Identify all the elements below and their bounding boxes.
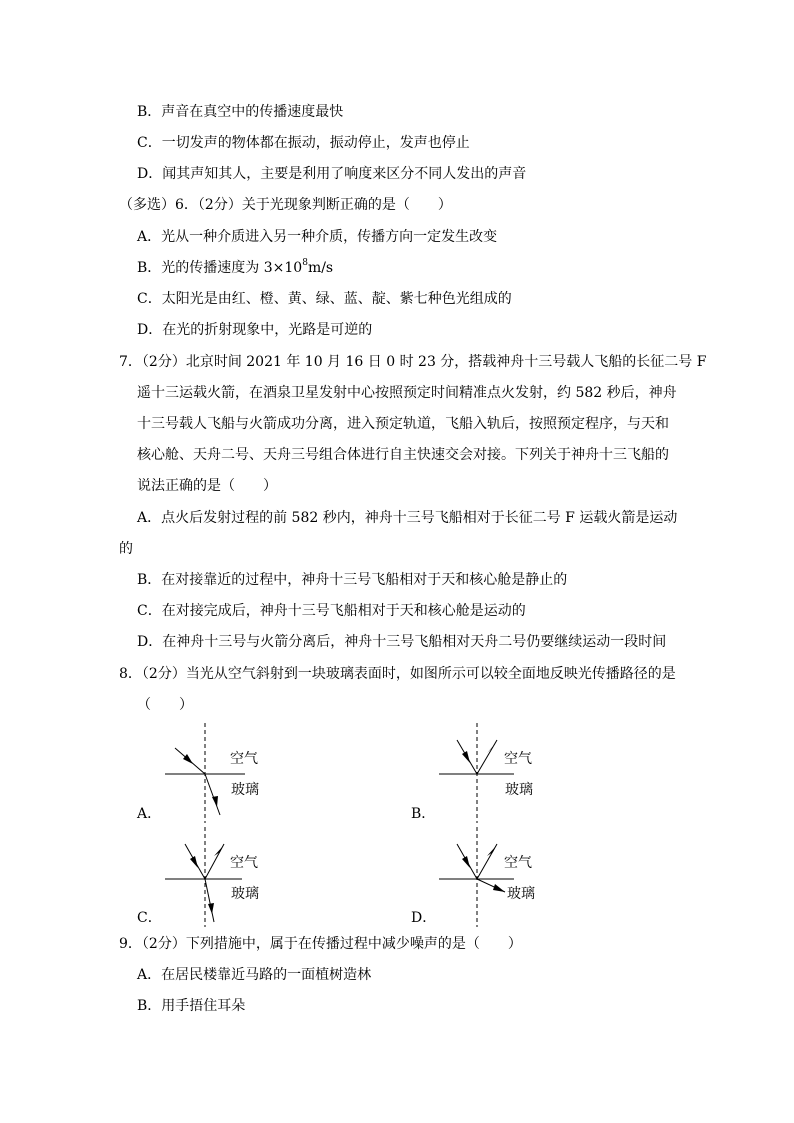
incident-arrow-icon	[462, 856, 470, 868]
q7-option-c: C．在对接完成后，神舟十三号飞船相对于天和核心舱是运动的	[137, 603, 526, 619]
q6-option-a: A．光从一种介质进入另一种介质，传播方向一定发生改变	[137, 229, 498, 245]
figure-a-diagram	[130, 718, 390, 823]
refracted-arrow-icon	[212, 796, 218, 807]
q7-stem-line1: 7．（2分）北京时间 2021 年 10 月 16 日 0 时 23 分，搭载神舟十三号载人飞船的长征二号 F	[119, 354, 707, 370]
q6-stem: （多选）6．（2分）关于光现象判断正确的是（ ）	[119, 197, 452, 213]
figure-a-letter: A．	[137, 806, 162, 822]
reflected-ray	[477, 740, 497, 774]
q6-option-b-text: B．光的传播速度为 3×10	[137, 260, 303, 276]
figure-d	[404, 822, 664, 927]
q7-stem-line4: 核心舱、天舟二号、天舟三号组合体进行自主快速交会对接。下列关于神舟十三飞船的	[137, 447, 669, 463]
q7-stem-line3: 十三号载人飞船与火箭成功分离，进入预定轨道，飞船入轨后，按照预定程序，与天和	[137, 416, 669, 432]
q5-option-d: D．闻其声知其人，主要是利用了响度来区分不同人发出的声音	[137, 166, 527, 182]
label-air: 空气	[230, 855, 258, 871]
figure-b	[404, 718, 664, 823]
q8-stem-line2: （ ）	[137, 697, 193, 713]
figure-d-diagram	[404, 822, 664, 927]
label-glass: 玻璃	[507, 886, 535, 902]
label-glass: 玻璃	[505, 782, 533, 798]
figure-a	[130, 718, 390, 823]
q9-option-a: A．在居民楼靠近马路的一面植树造林	[137, 967, 372, 983]
q7-option-d: D．在神舟十三号与火箭分离后，神舟十三号飞船相对天舟二号仍要继续运动一段时间	[137, 634, 667, 650]
q7-option-a-line1: A．点火后发射过程的前 582 秒内，神舟十三号飞船相对于长征二号 F 运载火箭是运动	[137, 510, 678, 526]
q9-option-b: B．用手捂住耳朵	[137, 998, 246, 1014]
q6-option-b	[137, 258, 333, 278]
q6-option-d: D．在光的折射现象中，光路是可逆的	[137, 322, 373, 338]
refracted-ray	[205, 879, 214, 922]
label-air: 空气	[504, 855, 532, 871]
figure-b-diagram	[404, 718, 664, 823]
incident-arrow-icon	[462, 751, 470, 763]
q5-option-b: B．声音在真空中的传播速度最快	[137, 104, 344, 120]
figure-c-diagram	[130, 822, 390, 927]
label-glass: 玻璃	[231, 886, 259, 902]
label-glass: 玻璃	[231, 782, 259, 798]
refracted-ray	[205, 774, 220, 815]
q7-option-b: B．在对接靠近的过程中，神舟十三号飞船相对于天和核心舱是静止的	[137, 572, 568, 588]
q5-option-c: C．一切发声的物体都在振动，振动停止，发声也停止	[137, 135, 470, 151]
q6-option-c: C．太阳光是由红、橙、黄、绿、蓝、靛、紫七种色光组成的	[137, 291, 512, 307]
incident-arrow-icon	[183, 754, 193, 764]
q8-stem-line1: 8．（2分）当光从空气斜射到一块玻璃表面时，如图所示可以较全面地反映光传播路径的是	[119, 666, 676, 682]
label-air: 空气	[230, 751, 258, 767]
refracted-arrow-icon	[493, 884, 505, 892]
q7-stem-line5: 说法正确的是（ ）	[137, 478, 277, 494]
refracted-arrow-icon	[208, 903, 214, 914]
q9-stem: 9．（2分）下列措施中，属于在传播过程中减少噪声的是（ ）	[119, 936, 522, 952]
q7-option-a-line2: 的	[119, 541, 133, 557]
label-air: 空气	[504, 751, 532, 767]
incident-arrow-icon	[190, 856, 198, 868]
q6-option-b-unit: m/s	[307, 260, 334, 276]
q7-stem-line2: 遥十三运载火箭，在酒泉卫星发射中心按照预定时间精准点火发射，约 582 秒后，神舟	[137, 385, 677, 401]
figure-d-letter: D．	[411, 910, 437, 926]
figure-b-letter: B．	[411, 806, 436, 822]
q6-option-b-exponent: 8	[302, 258, 308, 269]
figure-c-letter: C．	[137, 910, 162, 926]
figure-c	[130, 822, 390, 927]
